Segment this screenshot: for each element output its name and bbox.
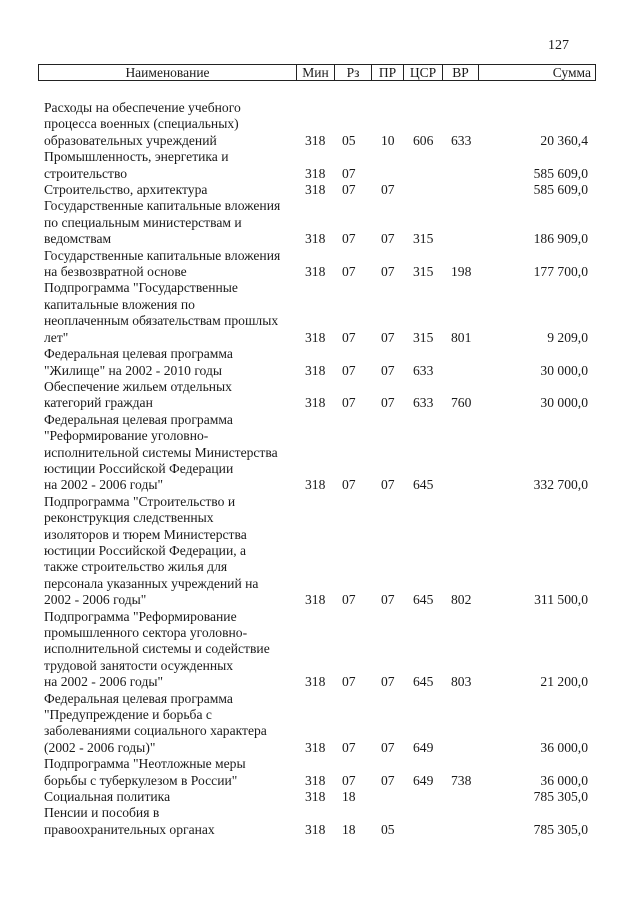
- row-name: Обеспечение жильем отдельных категорий граждан: [44, 378, 232, 411]
- row-sum: 785 305,0: [533, 821, 588, 837]
- row-csr: 649: [413, 772, 434, 788]
- row-name: Подпрограмма "Строительство и реконструкция следственных изоляторов и тюрем Министерства юстиции Российской Федерации, а также строительство жилья для персонала указанных учреждений на 2002 - 2006 годы": [44, 493, 259, 608]
- row-min: 318: [305, 231, 326, 247]
- row-name: Подпрограмма "Государственные капитальные вложения по неоплаченным обязательствам прошлых лет": [44, 280, 279, 345]
- table-row: [0, 280, 640, 346]
- row-pr: 07: [381, 674, 395, 690]
- row-rz: 07: [342, 231, 356, 247]
- row-sum: 585 609,0: [533, 182, 588, 198]
- row-csr: 633: [413, 395, 434, 411]
- table-row: [0, 609, 640, 691]
- row-pr: 07: [381, 182, 395, 198]
- row-name: Промышленность, энергетика и строительство: [44, 149, 229, 181]
- row-rz: 07: [342, 477, 356, 493]
- row-sum: 332 700,0: [533, 477, 588, 493]
- table-row: [0, 756, 640, 789]
- header-min: Мин: [296, 65, 334, 80]
- row-name: Федеральная целевая программа "Предупреждение и борьба с заболеваниями социального характера (2002 - 2006 годы)": [44, 690, 267, 755]
- row-pr: 07: [381, 362, 395, 378]
- row-name: Подпрограмма "Неотложные меры борьбы с туберкулезом в России": [44, 756, 246, 788]
- row-rz: 07: [342, 772, 356, 788]
- row-rz: 07: [342, 362, 356, 378]
- row-min: 318: [305, 362, 326, 378]
- row-vr: 198: [451, 264, 472, 280]
- row-vr: 738: [451, 772, 472, 788]
- table-row: [0, 379, 640, 412]
- table-header: [38, 64, 596, 81]
- row-sum: 21 200,0: [540, 674, 588, 690]
- row-csr: 633: [413, 362, 434, 378]
- row-min: 318: [305, 739, 326, 755]
- row-sum: 785 305,0: [533, 789, 588, 805]
- row-rz: 07: [342, 329, 356, 345]
- header-name: Наименование: [125, 65, 210, 80]
- row-name: Федеральная целевая программа "Реформирование уголовно- исполнительной системы Министерства юстиции Российской Федерации на 2002 - 2006 годы": [44, 411, 278, 493]
- row-vr: 633: [451, 132, 472, 148]
- table-body: [0, 100, 640, 838]
- row-csr: 645: [413, 477, 434, 493]
- row-min: 318: [305, 165, 326, 181]
- row-pr: 07: [381, 329, 395, 345]
- row-vr: 801: [451, 329, 472, 345]
- row-pr: 05: [381, 821, 395, 837]
- row-pr: 10: [381, 132, 395, 148]
- row-min: 318: [305, 772, 326, 788]
- row-min: 318: [305, 182, 326, 198]
- row-pr: 07: [381, 395, 395, 411]
- row-min: 318: [305, 132, 326, 148]
- row-rz: 07: [342, 739, 356, 755]
- row-csr: 645: [413, 592, 434, 608]
- row-vr: 802: [451, 592, 472, 608]
- row-rz: 07: [342, 165, 356, 181]
- row-csr: 645: [413, 674, 434, 690]
- row-rz: 07: [342, 674, 356, 690]
- row-rz: 05: [342, 132, 356, 148]
- row-rz: 18: [342, 821, 356, 837]
- table-row: [0, 182, 640, 198]
- header-sum: Сумма: [478, 65, 595, 80]
- row-rz: 07: [342, 592, 356, 608]
- row-rz: 18: [342, 789, 356, 805]
- row-sum: 30 000,0: [540, 395, 588, 411]
- row-pr: 07: [381, 592, 395, 608]
- row-min: 318: [305, 592, 326, 608]
- row-name: Пенсии и пособия в правоохранительных органах: [44, 805, 215, 837]
- row-sum: 30 000,0: [540, 362, 588, 378]
- table-row: [0, 198, 640, 247]
- row-sum: 36 000,0: [540, 739, 588, 755]
- row-csr: 606: [413, 132, 434, 148]
- row-sum: 177 700,0: [533, 264, 588, 280]
- header-vr: ВР: [442, 65, 478, 80]
- table-row: [0, 100, 640, 149]
- row-name: Подпрограмма "Реформирование промышленного сектора уголовно- исполнительной системы и содействие трудовой занятости осужденных на 2002 - 2006 годы": [44, 608, 270, 690]
- row-name: Социальная политика: [44, 789, 171, 805]
- row-csr: 315: [413, 231, 434, 247]
- row-sum: 36 000,0: [540, 772, 588, 788]
- row-sum: 9 209,0: [547, 329, 588, 345]
- header-rz: Рз: [334, 65, 371, 80]
- row-min: 318: [305, 789, 326, 805]
- row-rz: 07: [342, 264, 356, 280]
- row-name: Государственные капитальные вложения на безвозвратной основе: [44, 247, 281, 280]
- row-vr: 803: [451, 674, 472, 690]
- row-sum: 186 909,0: [533, 231, 588, 247]
- table-row: [0, 494, 640, 609]
- header-csr: ЦСР: [403, 65, 442, 80]
- row-min: 318: [305, 264, 326, 280]
- header-pr: ПР: [371, 65, 403, 80]
- row-min: 318: [305, 329, 326, 345]
- row-rz: 07: [342, 182, 356, 198]
- row-pr: 07: [381, 739, 395, 755]
- row-name: Государственные капитальные вложения по специальным министерствам и ведомствам: [44, 198, 281, 247]
- row-pr: 07: [381, 264, 395, 280]
- row-vr: 760: [451, 395, 472, 411]
- row-sum: 311 500,0: [534, 592, 588, 608]
- row-pr: 07: [381, 231, 395, 247]
- row-min: 318: [305, 477, 326, 493]
- row-csr: 649: [413, 739, 434, 755]
- page-number: 127: [548, 38, 569, 53]
- row-min: 318: [305, 395, 326, 411]
- row-csr: 315: [413, 264, 434, 280]
- table-row: [0, 805, 640, 838]
- row-name: Строительство, архитектура: [44, 182, 208, 198]
- row-name: Федеральная целевая программа "Жилище" на 2002 - 2010 годы: [44, 346, 233, 378]
- table-row: [0, 691, 640, 757]
- table-row: [0, 149, 640, 182]
- table-row: [0, 789, 640, 805]
- table-row: [0, 346, 640, 379]
- row-pr: 07: [381, 772, 395, 788]
- row-rz: 07: [342, 395, 356, 411]
- row-pr: 07: [381, 477, 395, 493]
- table-row: [0, 412, 640, 494]
- table-row: [0, 248, 640, 281]
- row-sum: 585 609,0: [533, 165, 588, 181]
- row-sum: 20 360,4: [540, 132, 588, 148]
- row-min: 318: [305, 821, 326, 837]
- row-name: Расходы на обеспечение учебного процесса военных (специальных) образовательных учреждений: [44, 100, 241, 148]
- row-csr: 315: [413, 329, 434, 345]
- row-min: 318: [305, 674, 326, 690]
